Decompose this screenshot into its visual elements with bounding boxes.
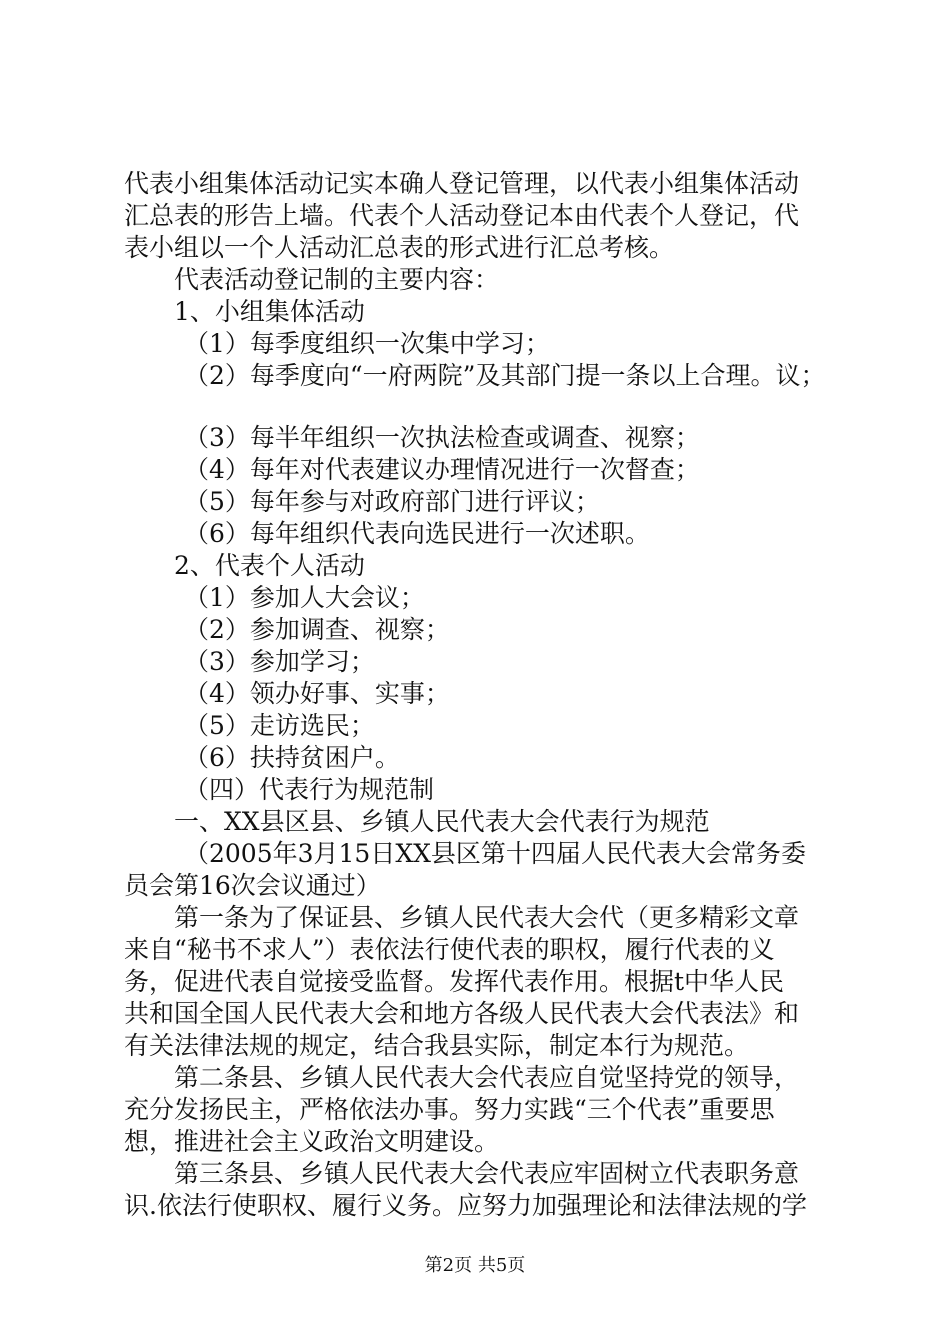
paragraph-line: 代表小组集体活动记实本确人登记管理，以代表小组集体活动	[124, 169, 800, 198]
list-item: （2）参加调查、视察；	[184, 615, 450, 644]
page-footer: 第2页 共5页	[424, 1255, 526, 1276]
paragraph-line: 第一条为了保证县、乡镇人民代表大会代（更多精彩文章	[174, 903, 800, 932]
list-item: （6）扶持贫困户。	[184, 743, 400, 772]
list-item: （3）每半年组织一次执法检查或调查、视察；	[184, 423, 700, 452]
paragraph-line: 有关法律法规的规定，结合我县实际，制定本行为规范。	[124, 1031, 750, 1060]
paragraph-line: 共和国全国人民代表大会和地方各级人民代表大会代表法》和	[124, 999, 800, 1028]
list-item: （5）走访选民；	[184, 711, 375, 740]
list-item: （6）每年组织代表向选民进行一次述职。	[184, 519, 650, 548]
document-body	[124, 168, 836, 1222]
paragraph-line: 第二条县、乡镇人民代表大会代表应自觉坚持党的领导，	[174, 1063, 800, 1092]
paragraph-line: 汇总表的形告上墙。代表个人活动登记本由代表个人登记，代	[124, 201, 800, 230]
paragraph-line: 务，促进代表自觉接受监督。发挥代表作用。根据t中华人民	[124, 967, 785, 996]
paragraph-line: （2005年3月15日XX县区第十四届人民代表大会常务委	[184, 839, 806, 868]
list-item: （4）领办好事、实事；	[184, 679, 450, 708]
paragraph-line: 表小组以一个人活动汇总表的形式进行汇总考核。	[124, 233, 675, 262]
list-item: （1）参加人大会议；	[184, 583, 425, 612]
section-heading: 2、代表个人活动	[174, 551, 365, 580]
paragraph-line: 第三条县、乡镇人民代表大会代表应牢固树立代表职务意	[174, 1159, 800, 1188]
paragraph-line: 充分发扬民主，严格依法办事。努力实践“三个代表”重要思	[124, 1095, 775, 1124]
paragraph-line: 来自“秘书不求人”）表依法行使代表的职权，履行代表的义	[124, 935, 775, 964]
list-item: （5）每年参与对政府部门进行评议；	[184, 487, 600, 516]
list-item: （3）参加学习；	[184, 647, 375, 676]
section-heading: （四）代表行为规范制	[184, 775, 435, 804]
document-title: 一、XX县区县、乡镇人民代表大会代表行为规范	[174, 807, 710, 836]
blank-line	[124, 392, 836, 422]
section-intro: 代表活动登记制的主要内容：	[174, 265, 500, 294]
list-item: （2）每季度向“一府两院”及其部门提一条以上合理。议；	[184, 361, 826, 390]
paragraph-line: 员会第16次会议通过）	[124, 871, 381, 900]
list-item: （4）每年对代表建议办理情况进行一次督查；	[184, 455, 700, 484]
section-heading: 1、小组集体活动	[174, 297, 365, 326]
paragraph-line: 识.依法行使职权、履行义务。应努力加强理论和法律法规的学	[124, 1191, 807, 1220]
list-item: （1）每季度组织一次集中学习；	[184, 329, 550, 358]
paragraph-line: 想，推进社会主义政治文明建设。	[124, 1127, 500, 1156]
